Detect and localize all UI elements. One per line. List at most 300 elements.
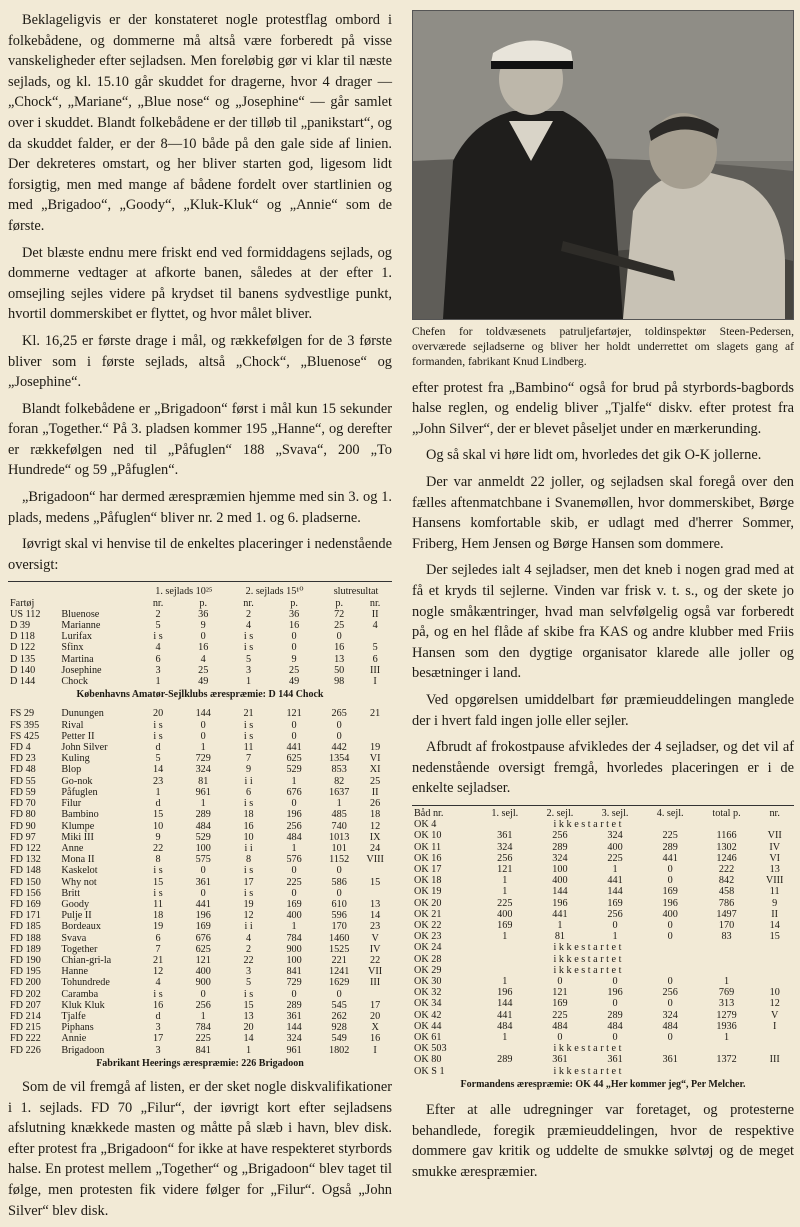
table-cell: Bambino [61, 809, 99, 821]
table-row [8, 609, 392, 620]
table-cell: p. [199, 597, 208, 609]
table-cell: 400 [497, 908, 513, 920]
table-cell: 596 [331, 910, 347, 922]
table-row [8, 989, 392, 1000]
table-cell: Tohundrede [61, 977, 110, 989]
table-cell: 0 [336, 730, 342, 742]
table-cell: 324 [607, 830, 623, 842]
table-cell [755, 819, 794, 830]
table-row [8, 776, 392, 787]
table-cell: 14 [769, 919, 780, 931]
table-cell: OK 32 [414, 987, 442, 999]
table-cell: 12 [243, 910, 254, 922]
table-cell: 256 [607, 908, 623, 920]
table-cell: OK 24 [414, 942, 442, 954]
table-cell: 9 [291, 653, 297, 665]
table-cell: Caramba [61, 988, 99, 1000]
table-cell: 1637 [328, 786, 350, 798]
table-cell: 1 [502, 1031, 508, 1043]
table-cell: 361 [497, 830, 513, 842]
paragraph: Og så skal vi høre lidt om, hvorledes det gik O-K jollerne. [426, 447, 762, 464]
table-cell: 1 [724, 1031, 730, 1043]
table-row [8, 910, 392, 921]
table-cell: 961 [286, 1044, 302, 1056]
table-cell: John Silver [61, 742, 108, 754]
photo-illustration [413, 11, 793, 319]
table-cell: 361 [662, 1054, 678, 1066]
table-cell: 8 [155, 854, 161, 866]
table-cell: 0 [667, 1031, 673, 1043]
table-cell: 225 [286, 876, 302, 888]
table-row [8, 865, 392, 876]
table-cell: 0 [557, 975, 563, 987]
table-cell: 1241 [328, 966, 350, 978]
table-cell: 19 [152, 921, 164, 933]
table-row [412, 875, 794, 886]
table-row [412, 1066, 794, 1077]
table-cell: 144 [552, 886, 568, 898]
table-cell: 289 [286, 999, 302, 1011]
table-cell: 1 [155, 786, 161, 798]
table-cell: i k k e s t a r t e t [553, 953, 622, 965]
table-cell: Kaskelot [61, 865, 98, 877]
table-cell: 18 [152, 910, 164, 922]
table-cell: VIII [765, 875, 784, 887]
table-cell: 0 [336, 719, 342, 731]
table-cell: 50 [334, 664, 345, 676]
table-cell: FD 48 [10, 764, 36, 776]
table-cell: OK 11 [414, 841, 442, 853]
table-cell: FD 70 [10, 798, 36, 810]
table-cell: 0 [291, 865, 297, 877]
table-cell: 9 [772, 897, 778, 909]
table-cell: Miki III [61, 831, 94, 843]
table-cell: 324 [497, 841, 513, 853]
table-cell: FD 80 [10, 809, 36, 821]
table-cell: 729 [195, 753, 211, 765]
table-cell: 529 [195, 831, 211, 843]
table-cell: Josephine [61, 664, 102, 676]
table-cell: Chock [61, 676, 88, 688]
table-cell: OK S 1 [414, 1065, 445, 1077]
table-cell [698, 954, 756, 965]
table-cell: FD 214 [10, 1010, 41, 1022]
table-row [412, 931, 794, 942]
table-cell: US 112 [10, 608, 41, 620]
table-cell: 7 [155, 943, 161, 955]
table-cell: 22 [370, 954, 381, 966]
table-cell: OK 20 [414, 897, 442, 909]
table-cell: 0 [291, 642, 297, 654]
table-cell: 3 [155, 1022, 161, 1034]
table-header-row [8, 598, 392, 609]
table-cell [8, 586, 59, 597]
table-cell: 484 [662, 1020, 678, 1032]
table-cell: 2. sejl. [546, 807, 574, 819]
table-cell: i s [243, 798, 254, 810]
table-cell: 1 [612, 931, 618, 943]
table-cell: 0 [200, 988, 206, 1000]
table-cell: 14 [152, 764, 164, 776]
table-cell: 9 [155, 831, 161, 843]
table-cell: 13 [769, 863, 780, 875]
table-cell: 0 [291, 631, 297, 643]
table-cell: 0 [291, 730, 297, 742]
table-cell: Blop [61, 764, 82, 776]
table-cell: 400 [195, 966, 211, 978]
table-cell: FD 188 [10, 932, 41, 944]
table-cell: 441 [195, 898, 211, 910]
table-cell: I [772, 1020, 777, 1032]
paragraph: Kl. 16,25 er første drage i mål, og rækkefølgen for de 3 første bliver som i første sejlads, altså „Chock“, „Bluenose“ og „Josephine“. [8, 332, 392, 391]
table-cell: IV [369, 943, 381, 955]
table-cell: Martina [61, 653, 94, 665]
table-cell: OK 21 [414, 908, 442, 920]
table-cell: 23 [152, 775, 164, 787]
table-cell: 196 [552, 897, 568, 909]
table-cell: Dunungen [61, 708, 104, 720]
table-cell: 313 [718, 998, 735, 1010]
table-cell: i k k e s t a r t e t [553, 1065, 622, 1077]
table-cell: 13 [370, 898, 381, 910]
table-cell [755, 1032, 794, 1043]
table-cell: 0 [336, 988, 342, 1000]
table-cell: FD 122 [10, 842, 41, 854]
table-cell [698, 942, 756, 953]
table-cell: 170 [331, 921, 347, 933]
table-cell: d [155, 742, 161, 754]
table-cell: 0 [291, 988, 297, 1000]
table-cell: FD 148 [10, 865, 41, 877]
table-cell: 729 [286, 977, 302, 989]
table-cell: OK 80 [414, 1054, 442, 1066]
table-cell: 0 [612, 998, 618, 1010]
table-row [8, 854, 392, 865]
article-text-left [8, 10, 392, 575]
table-cell: OK 18 [414, 875, 442, 887]
table-cell: Marianne [61, 620, 101, 632]
table-row [412, 954, 794, 965]
table-cell [358, 888, 392, 899]
table-cell: 1 [291, 775, 297, 787]
table-cell: 1629 [328, 977, 350, 989]
table-cell: 361 [552, 1054, 568, 1066]
table-cell: 16 [198, 642, 209, 654]
table-cell: 23 [370, 921, 381, 933]
table-cell: II [371, 786, 379, 798]
table-row [8, 843, 392, 854]
table-row [8, 720, 392, 731]
table-cell: i k k e s t a r t e t [553, 1043, 622, 1055]
table-cell: 11 [243, 742, 254, 754]
table-cell: D 144 [10, 676, 36, 688]
table-cell: Svava [61, 932, 87, 944]
table-cell: 15 [152, 876, 164, 888]
table-cell: 676 [286, 786, 302, 798]
table-cell: 625 [195, 943, 211, 955]
table-cell: 8 [246, 854, 252, 866]
table-cell: 49 [289, 676, 300, 688]
table-cell: VIII [366, 854, 384, 866]
table-cell: 101 [331, 842, 347, 854]
table-cell: 4. sejl. [656, 807, 684, 819]
table-spacer [8, 700, 392, 708]
table-cell: i s [153, 631, 163, 643]
table-cell: FS 425 [10, 730, 40, 742]
table-cell: OK 44 [414, 1020, 442, 1032]
table-cell: 121 [286, 708, 302, 720]
table-cell: 81 [554, 931, 566, 943]
table-cell: 900 [286, 943, 302, 955]
table-cell: i s [243, 730, 254, 742]
table-cell: 0 [200, 719, 206, 731]
table-cell: 36 [198, 608, 209, 620]
table-cell: 14 [243, 1033, 254, 1045]
article-text-left-bottom [8, 1077, 392, 1221]
table-cell: 5 [155, 620, 161, 632]
table-row [8, 753, 392, 764]
table-cell: FD 207 [10, 999, 41, 1011]
table-cell: i s [153, 730, 163, 742]
table-cell: II [771, 908, 779, 920]
table-cell: FS 395 [10, 719, 40, 731]
table-cell: 4 [200, 653, 206, 665]
table-cell: 1 [291, 921, 297, 933]
table-row [8, 665, 392, 676]
table-cell [755, 1043, 794, 1054]
table-cell: 853 [331, 764, 347, 776]
table-cell: 786 [718, 897, 735, 909]
table-cell: OK 34 [414, 998, 442, 1010]
table-cell [358, 989, 392, 1000]
table-cell: 442 [331, 742, 347, 754]
table-cell: FD 90 [10, 820, 36, 832]
table-cell: FD 59 [10, 786, 36, 798]
table-cell: 2 [155, 608, 161, 620]
table-row [412, 987, 794, 998]
table-cell: 0 [612, 975, 618, 987]
table-cell: Påfuglen [61, 786, 98, 798]
table-cell: 1152 [329, 854, 350, 866]
table-cell: 121 [195, 954, 211, 966]
photo-caption: Chefen for toldvæsenets patruljefartøjer, toldinspektør Steen-Pedersen, overværede sejladserne og bliver her holdt underrettet om slagets gang af formanden, fabrikant Knud Lindberg. [412, 325, 794, 369]
table-cell: 17 [152, 1033, 164, 1045]
paragraph: Som de vil fremgå af listen, er der sket nogle diskvalifikationer i 1. sejlads. FD 70 „Filur“, der iøvrigt kort efter sejladsens afslutning knækkede masten og måtte på slæb i havn, blev disk. efter protest fra „Brigadoon“ for ikke at have respekteret styrbords halse. En protest mellem „Together“ og „Brigadoon“ blev taget til følge, men protesten fik videre følger for „Filur“. Også „John Silver“ blev disk. [8, 1078, 392, 1219]
table-row [412, 1010, 794, 1021]
table-cell: 484 [497, 1020, 513, 1032]
table-cell: 6 [155, 653, 161, 665]
table-cell: 256 [286, 820, 302, 832]
table-cell: 25 [289, 664, 300, 676]
table-cell: d [155, 1010, 161, 1022]
table-cell: 169 [662, 886, 678, 898]
table-row [8, 933, 392, 944]
table-cell: 361 [195, 876, 211, 888]
table-cell: FD 171 [10, 910, 41, 922]
table-cell: Klumpe [61, 820, 95, 832]
table-row [412, 886, 794, 897]
table-cell: Annie [61, 1033, 87, 1045]
table-cell: 19 [243, 898, 254, 910]
table-cell: 19 [370, 742, 381, 754]
table-row [412, 830, 794, 841]
table-cell: Why not [61, 876, 97, 888]
table-cell: 400 [662, 908, 678, 920]
table-cell: Fartøj [10, 597, 35, 609]
table-cell: 900 [195, 977, 211, 989]
table-cell: 0 [336, 887, 342, 899]
table-row [8, 1000, 392, 1011]
table-cell: 13 [334, 653, 345, 665]
table-cell: 1 [246, 676, 252, 688]
table-cell: 21 [370, 708, 381, 720]
table-cell: 221 [331, 954, 347, 966]
table-cell: 4 [246, 620, 252, 632]
table-cell: 169 [286, 898, 302, 910]
table-cell: FD 150 [10, 876, 41, 888]
table-cell: 1. sejl. [491, 807, 519, 819]
table-cell: Filur [61, 798, 82, 810]
table-cell: 1 [557, 919, 563, 931]
table-cell: 10 [769, 987, 780, 999]
table-cell: 5 [246, 653, 252, 665]
table-cell: 121 [497, 863, 513, 875]
table-cell: 10 [243, 831, 254, 843]
table-cell: 2 [246, 943, 252, 955]
table-row [8, 798, 392, 809]
table-cell: 12 [370, 820, 381, 832]
table-cell: 15 [769, 931, 780, 943]
table-cell: 0 [667, 919, 673, 931]
table-cell: OK 23 [414, 931, 442, 943]
photo-two-men-on-boat [412, 10, 794, 320]
paragraph: Det blæste endnu mere friskt end ved formiddagens sejlads, og dommerne vedtager at afkorte banen, således at der efter 1. omsejling sejles videre på krydset til banens sydvestlige punkt, hvortil dommerskibet er flyttet, og hvor målet bliver. [8, 244, 392, 323]
table-cell: OK 42 [414, 1009, 442, 1021]
table-cell: i s [153, 887, 163, 899]
table-cell: 16 [370, 1033, 381, 1045]
table-cell: VII [767, 830, 782, 842]
table-cell: 4 [155, 977, 161, 989]
table-cell: 1497 [716, 908, 737, 920]
table-cell: III [370, 977, 381, 989]
right-column [412, 10, 794, 1188]
table-cell: Piphans [61, 1022, 94, 1034]
table-row [8, 731, 392, 742]
table-cell: 441 [662, 852, 678, 864]
table-cell: 49 [198, 676, 209, 688]
table-cell: 441 [552, 908, 568, 920]
table-cell: 441 [286, 742, 302, 754]
table-cell: 12 [152, 966, 164, 978]
table-cell: OK 17 [414, 863, 442, 875]
table-row [8, 620, 392, 631]
paragraph: Blandt folkebådene er „Brigadoon“ først i mål kun 15 sekunder foran „Together.“ På 3. pladsen kommer 195 „Hanne“, og derefter er rækkefølgen ned til „Påfuglen“ 188 „Svava“, 200 „To Hundrede“ og 59 „Påfuglen“. [8, 400, 392, 479]
table-cell: 0 [667, 875, 673, 887]
table-cell: 121 [552, 987, 568, 999]
table-cell: 6 [155, 932, 161, 944]
table-cell: 3 [155, 664, 161, 676]
table-cell: d [155, 798, 161, 810]
table-cell: V [771, 1009, 779, 1021]
table-cell [698, 1066, 756, 1077]
table-cell: 1 [200, 1010, 206, 1022]
table-cell [755, 942, 794, 953]
table-cell: 5 [372, 642, 378, 654]
table-cell: 485 [331, 809, 347, 821]
table-cell: FS 29 [10, 708, 35, 720]
table-cell: FD 169 [10, 898, 41, 910]
table-cell: i i [244, 921, 253, 933]
table-cell: 4 [155, 642, 161, 654]
table-cell: 1279 [716, 1009, 737, 1021]
table-cell: FD 156 [10, 887, 41, 899]
table-cell: 72 [334, 608, 345, 620]
table-cell [698, 819, 756, 830]
table-row [412, 909, 794, 920]
table-row [8, 921, 392, 932]
table-cell: II [371, 608, 379, 620]
table-cell: 1 [502, 886, 508, 898]
table-cell: 25 [334, 620, 345, 632]
table-cell: nr. [769, 807, 780, 819]
table-cell: 3. sejl. [601, 807, 629, 819]
paragraph: Iøvrigt skal vi henvise til de enkeltes placeringer i nedenstående oversigt: [8, 536, 392, 573]
table-row [8, 955, 392, 966]
table-cell: 1802 [328, 1044, 350, 1056]
table-cell: Formandens ærespræmie: OK 44 „Her kommer jeg“, Per Melcher. [460, 1078, 746, 1090]
table-row [412, 1021, 794, 1032]
table-cell: Københavns Amatør-Sejlklubs ærespræmie: D 144 Chock [76, 689, 324, 701]
table-cell: FD 226 [10, 1044, 41, 1056]
table-cell: 1936 [716, 1020, 737, 1032]
table-cell: 12 [769, 998, 780, 1010]
table-row [8, 1011, 392, 1022]
table-cell: i s [243, 865, 254, 877]
table-cell: 169 [552, 998, 568, 1010]
table-cell: 9 [246, 764, 252, 776]
prize-row [8, 1056, 392, 1069]
table-row [8, 832, 392, 843]
table-cell: V [371, 932, 379, 944]
table-cell: 225 [195, 1033, 211, 1045]
table-cell: FD 23 [10, 753, 36, 765]
table-cell: OK 4 [414, 819, 437, 831]
table-cell: 4 [246, 932, 252, 944]
table-cell: i s [243, 887, 254, 899]
table-cell: 18 [370, 809, 381, 821]
paragraph: Der var anmeldt 22 joller, og sejladsen skal foregå over den fælles aftenmatchbane i Svanemøllen, hvor dommerskibet, Børge Hansens komfortable skib, er udlagt med d'herrer Sommer, Friberg, Hem Jensen og Børge Hansen som dommere. [412, 473, 794, 552]
table-cell: 289 [662, 841, 678, 853]
table-cell: 961 [195, 786, 211, 798]
table-cell: 0 [291, 798, 297, 810]
table-cell: 400 [607, 841, 623, 853]
table-cell: 0 [667, 863, 673, 875]
table-cell: 17 [370, 999, 381, 1011]
table-cell: D 135 [10, 653, 36, 665]
table-cell: 841 [195, 1044, 211, 1056]
table-cell: nr. [152, 597, 164, 609]
table-cell: 256 [552, 830, 568, 842]
table-cell: 0 [667, 975, 673, 987]
table-cell: Lurifax [61, 631, 92, 643]
table-cell: Anne [61, 842, 84, 854]
table-cell: VII [368, 966, 383, 978]
table-cell: FD 4 [10, 742, 31, 754]
table-row [8, 1022, 392, 1033]
table-row [8, 888, 392, 899]
table-cell: 17 [243, 876, 254, 888]
table-cell: 15 [243, 999, 254, 1011]
